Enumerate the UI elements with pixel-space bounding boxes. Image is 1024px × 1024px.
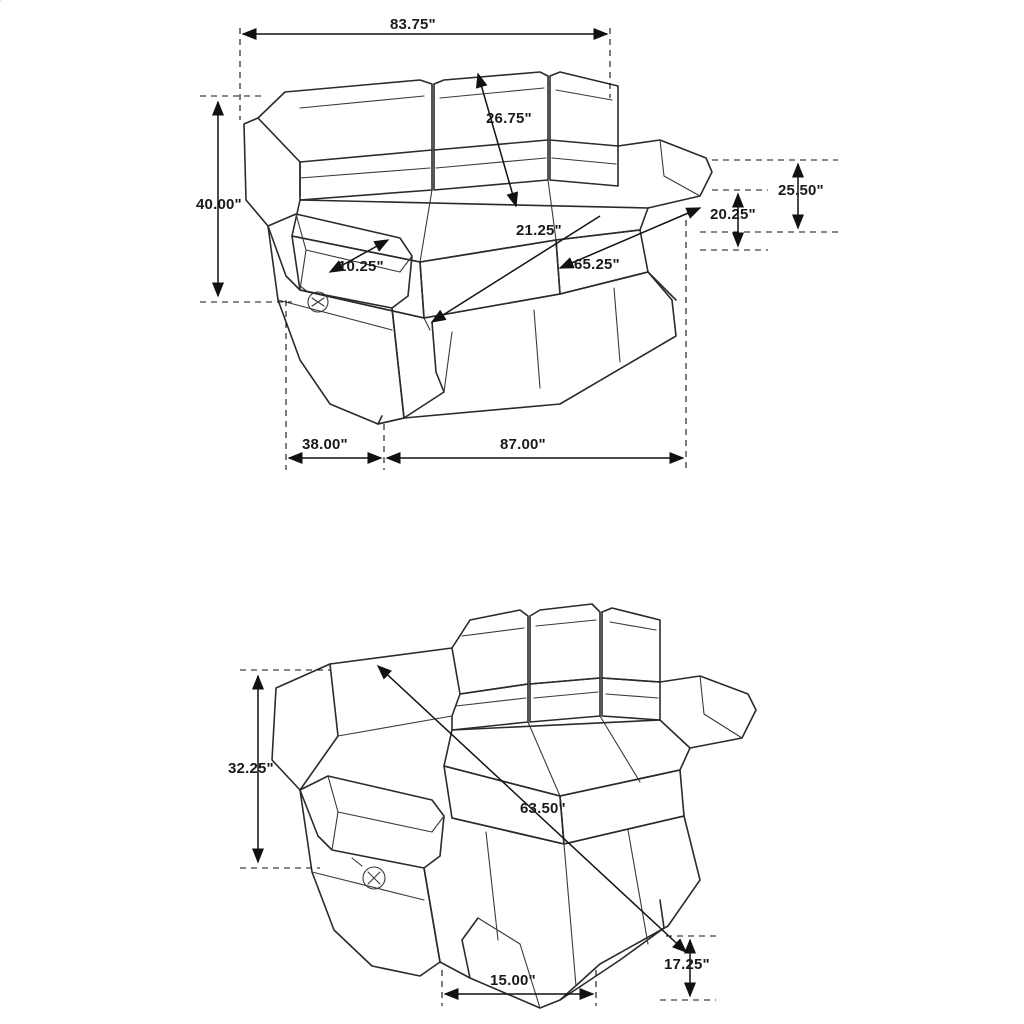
label-seat-width: 65.25" bbox=[574, 256, 620, 273]
label-width-overall: 83.75" bbox=[390, 16, 436, 33]
label-arm-height: 20.25" bbox=[710, 206, 756, 223]
sofa-reclined-illustration bbox=[272, 604, 756, 1008]
sofa-upright-illustration bbox=[244, 72, 712, 424]
label-overall-height: 40.00" bbox=[196, 196, 242, 213]
label-seat-back-depth: 26.75" bbox=[486, 110, 532, 127]
label-recline-clearance: 15.00" bbox=[490, 972, 536, 989]
label-depth-base: 38.00" bbox=[302, 436, 348, 453]
label-reclined-height: 32.25" bbox=[228, 760, 274, 777]
label-seat-height-right: 25.50" bbox=[778, 182, 824, 199]
label-length-base: 87.00" bbox=[500, 436, 546, 453]
label-reclined-depth: 63.50" bbox=[520, 800, 566, 817]
dimensions-upright bbox=[0, 0, 838, 470]
dimensions-reclined bbox=[240, 666, 716, 1006]
label-footrest-height: 17.25" bbox=[664, 956, 710, 973]
label-arm-width: 10.25" bbox=[338, 258, 384, 275]
label-seat-depth: 21.25" bbox=[516, 222, 562, 239]
